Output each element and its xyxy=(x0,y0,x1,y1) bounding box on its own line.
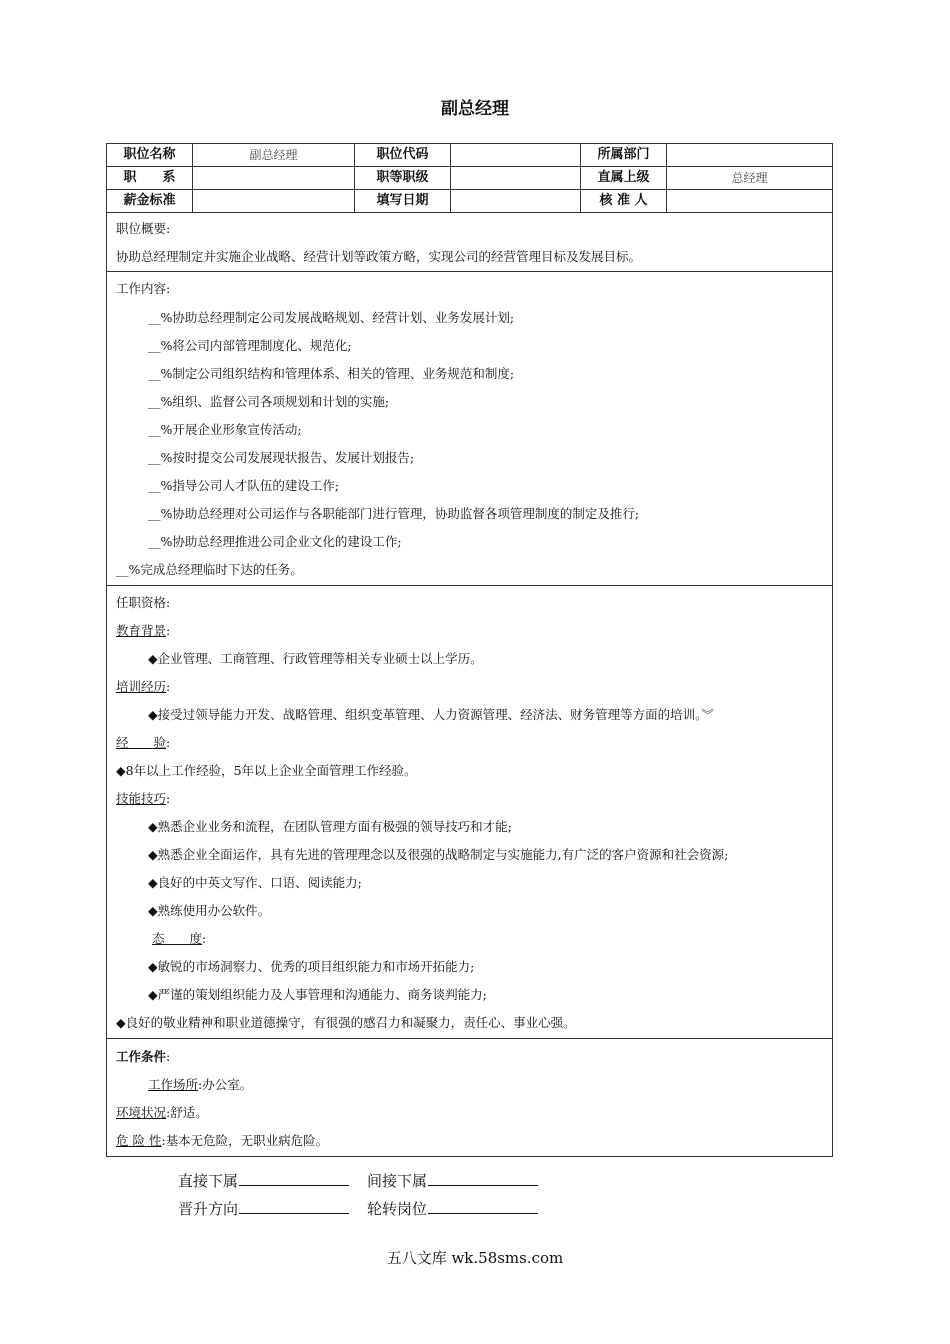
label-grade: 职等职级 xyxy=(355,167,451,189)
conditions-section xyxy=(107,1039,832,1156)
work-item: __%按时提交公司发展现状报告、发展计划报告; xyxy=(148,450,415,465)
skill-item: ◆熟练使用办公软件。 xyxy=(148,903,271,918)
attitude-heading: 态 度: xyxy=(152,931,207,946)
overview-section xyxy=(107,213,832,272)
header-row-3 xyxy=(107,190,832,213)
qualification-section xyxy=(107,586,832,1039)
environment-line: 环境状况:舒适。 xyxy=(116,1105,208,1120)
job-description-table xyxy=(106,143,833,1157)
label-position-name: 职位名称 xyxy=(107,144,193,166)
label-department: 所属部门 xyxy=(581,144,667,166)
promotion-blank xyxy=(239,1199,349,1214)
work-item: __%将公司内部管理制度化、规范化; xyxy=(148,338,352,353)
document-title: 副总经理 xyxy=(441,99,509,119)
watermark-text: 五八文库 wk.58sms.com xyxy=(386,1249,564,1267)
label-job-family: 职 系 xyxy=(107,167,193,189)
attitude-item: ◆良好的敬业精神和职业道德操守，有很强的感召力和凝聚力，责任心、事业心强。 xyxy=(116,1015,576,1030)
training-item: ◆接受过领导能力开发、战略管理、组织变革管理、人力资源管理、经济法、财务管理等方面的培训。︾ xyxy=(148,707,714,722)
overview-label: 职位概要: xyxy=(116,221,171,236)
overview-text: 协助总经理制定并实施企业战略、经营计划等政策方略，实现公司的经营管理目标及发展目标。 xyxy=(116,249,642,264)
skill-item: ◆熟悉企业业务和流程，在团队管理方面有极强的领导技巧和才能; xyxy=(148,819,512,834)
label-approver: 核 准 人 xyxy=(581,190,667,212)
value-salary xyxy=(193,190,355,212)
skills-heading: 技能技巧: xyxy=(116,791,171,806)
value-fill-date xyxy=(451,190,581,212)
risk-line: 危 险 性:基本无危险，无职业病危险。 xyxy=(116,1133,329,1148)
education-heading: 教育背景: xyxy=(116,623,171,638)
direct-subordinate-blank xyxy=(239,1171,349,1186)
skill-item: ◆良好的中英文写作、口语、阅读能力; xyxy=(148,875,362,890)
work-item: __%协助总经理推进公司企业文化的建设工作; xyxy=(148,534,402,549)
work-item: __%协助总经理对公司运作与各职能部门进行管理，协助监督各项管理制度的制定及推行; xyxy=(148,506,640,521)
direct-subordinate-field: 直接下属 xyxy=(178,1170,349,1191)
work-item: __%制定公司组织结构和管理体系、相关的管理、业务规范和制度; xyxy=(148,366,515,381)
work-label: 工作内容: xyxy=(116,281,171,296)
indirect-subordinate-blank xyxy=(428,1171,538,1186)
training-heading: 培训经历: xyxy=(116,679,171,694)
experience-heading: 经 验: xyxy=(116,735,171,750)
rotation-blank xyxy=(428,1199,538,1214)
work-item: __%指导公司人才队伍的建设工作; xyxy=(148,478,340,493)
value-position-name: 副总经理 xyxy=(193,144,355,166)
value-position-code xyxy=(451,144,581,166)
rotation-field: 轮转岗位 xyxy=(367,1198,538,1219)
indirect-subordinate-field: 间接下属 xyxy=(367,1170,538,1191)
label-position-code: 职位代码 xyxy=(355,144,451,166)
value-job-family xyxy=(193,167,355,189)
workplace-line: 工作场所:办公室。 xyxy=(148,1077,253,1092)
experience-item: ◆8年以上工作经验，5年以上企业全面管理工作经验。 xyxy=(116,763,417,778)
label-fill-date: 填写日期 xyxy=(355,190,451,212)
header-row-1 xyxy=(107,144,832,167)
work-item: __%组织、监督公司各项规划和计划的实施; xyxy=(148,394,390,409)
value-grade xyxy=(451,167,581,189)
work-item: __%开展企业形象宣传活动; xyxy=(148,422,302,437)
header-row-2 xyxy=(107,167,832,190)
value-supervisor: 总经理 xyxy=(731,171,768,185)
work-section xyxy=(107,272,832,586)
work-item: __%完成总经理临时下达的任务。 xyxy=(116,562,303,577)
label-salary: 薪金标准 xyxy=(107,190,193,212)
value-approver xyxy=(667,190,832,212)
qualification-label: 任职资格: xyxy=(116,595,171,610)
education-item: ◆企业管理、工商管理、行政管理等相关专业硕士以上学历。 xyxy=(148,651,483,666)
value-department xyxy=(667,144,832,166)
attitude-item: ◆严谨的策划组织能力及人事管理和沟通能力、商务谈判能力; xyxy=(148,987,487,1002)
skill-item: ◆熟悉企业全面运作，具有先进的管理理念以及很强的战略制定与实施能力,有广泛的客户资源和社会资源; xyxy=(148,847,729,862)
conditions-heading: 工作条件: xyxy=(116,1049,171,1064)
promotion-field: 晋升方向 xyxy=(178,1198,349,1219)
label-supervisor: 直属上级 xyxy=(581,167,667,189)
work-item: __%协助总经理制定公司发展战略规划、经营计划、业务发展计划; xyxy=(148,310,515,325)
attitude-item: ◆敏锐的市场洞察力、优秀的项目组织能力和市场开拓能力; xyxy=(148,959,475,974)
